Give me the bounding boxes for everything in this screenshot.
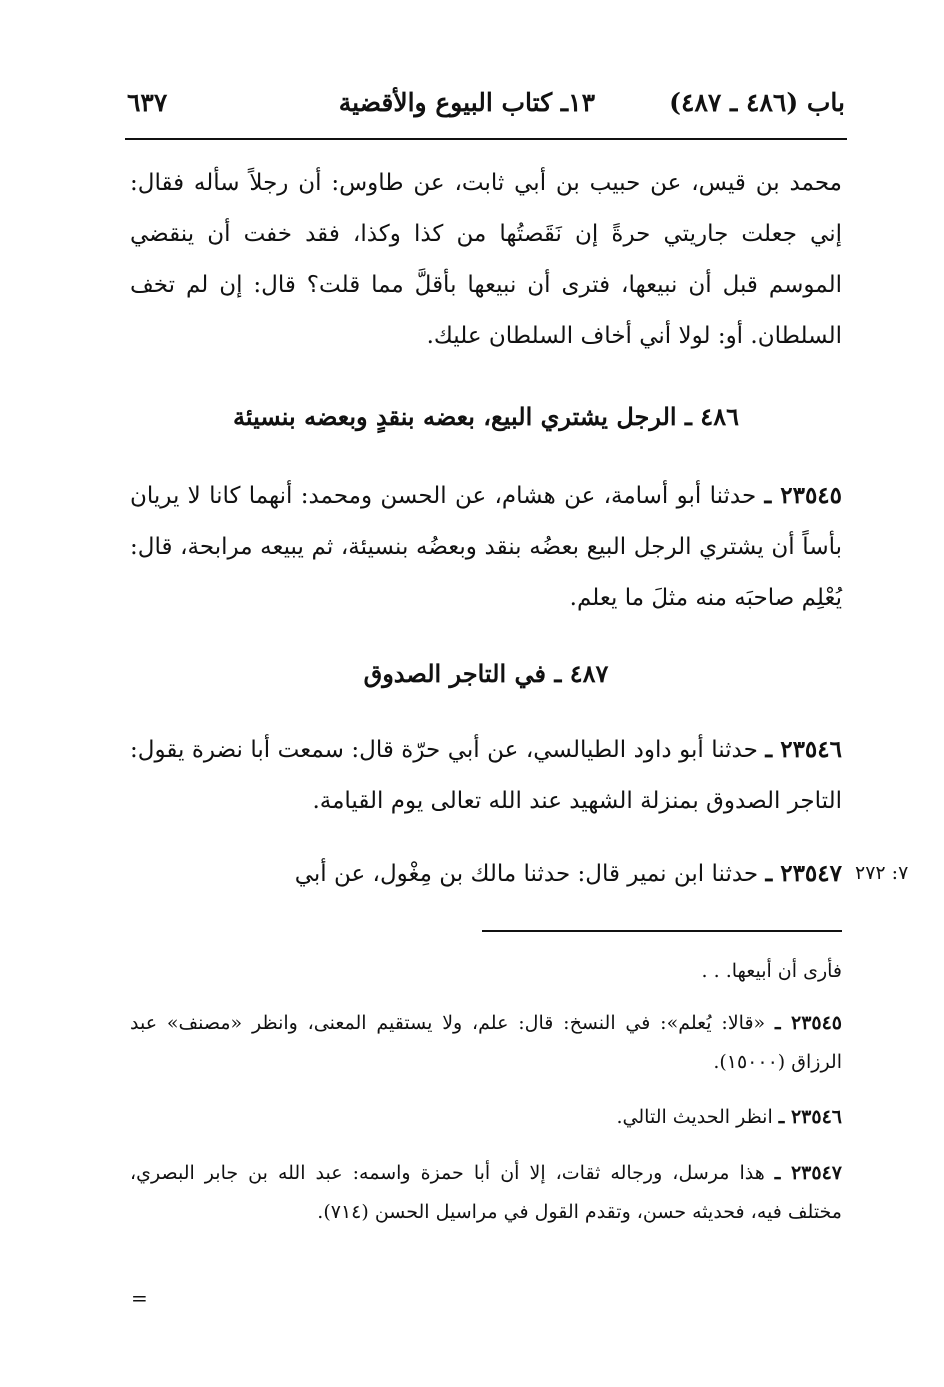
intro-text: محمد بن قيس، عن حبيب بن أبي ثابت، عن طاوس: أن رجلاً سأله فقال: إني جعلت جاريتي حرةً إن نَقَصتُها من كذا وكذا، فقد خفت أن ينقضي الموسم قبل أن نبيعها، فترى أن نبيعها بأقلَّ مما قلت؟ قال: إن لم تخف السلطان. أو: لولا أني أخاف السلطان عليك. [130,170,842,349]
footnote-text: «قالا: يُعلم»: في النسخ: قال: علم، ولا يستقيم المعنى، وانظر «مصنف» عبد الرزاق (١٥٠٠٠). [130,1012,842,1073]
hadith-23545 [130,470,842,624]
footnote-carry-over [130,952,842,991]
continuation-mark: = [131,1286,148,1310]
footnote-number: ٢٣٥٤٧ ـ [774,1162,842,1184]
footnote-23546 [130,1098,842,1137]
page-number: ٦٣٧ [127,88,168,117]
hadith-23546 [130,724,842,827]
footnote-23545 [130,1004,842,1082]
hadith-23547 [130,848,842,900]
hadith-text: حدثنا ابن نمير قال: حدثنا مالك بن مِغْول، عن أبي [294,861,759,887]
intro-paragraph [130,158,842,362]
footnote-number: ٢٣٥٤٥ ـ [775,1012,843,1034]
footnote-text: فأرى أن أبيعها. . . [701,960,842,982]
hadith-text: حدثنا أبو أسامة، عن هشام، عن الحسن ومحمد: أنهما كانا لا يريان بأساً أن يشتري الرجل البيع بعضُه بنقد وبعضُه بنسيئة، ثم يبيعه مرابحة، قال: يُعْلِم صاحبَه منه مثلَ ما يعلم. [130,483,842,611]
running-header [125,82,845,122]
margin-volume-page-reference: ٧: ٢٧٢ [855,862,909,884]
footnote-divider [482,930,842,932]
hadith-text: حدثنا أبو داود الطيالسي، عن أبي حرّة قال: سمعت أبا نضرة يقول: التاجر الصدوق بمنزلة الشهيد عند الله تعالى يوم القيامة. [130,737,842,814]
hadith-number: ٢٣٥٤٦ ـ [765,736,842,763]
hadith-number: ٢٣٥٤٥ ـ [764,482,843,509]
footnote-23547 [130,1154,842,1232]
footnote-text: انظر الحديث التالي. [616,1106,773,1128]
header-divider [125,138,847,140]
footnote-number: ٢٣٥٤٦ ـ [778,1106,842,1128]
section-heading-486: ٤٨٦ ـ الرجل يشتري البيع، بعضه بنقدٍ وبعضه بنسيئة [233,402,739,431]
hadith-number: ٢٣٥٤٧ ـ [765,860,842,887]
footnote-text: هذا مرسل، ورجاله ثقات، إلا أن أبا حمزة واسمه: عبد الله بن جابر البصري، مختلف فيه، فحديثه حسن، وتقدم القول في مراسيل الحسن (٧١٤). [130,1162,842,1223]
section-heading-487: ٤٨٧ ـ في التاجر الصدوق [363,659,609,688]
header-chapter-range: باب (٤٨٦ ـ ٤٨٧) [669,88,845,117]
header-book-title: ١٣ـ كتاب البيوع والأقضية [338,88,595,117]
